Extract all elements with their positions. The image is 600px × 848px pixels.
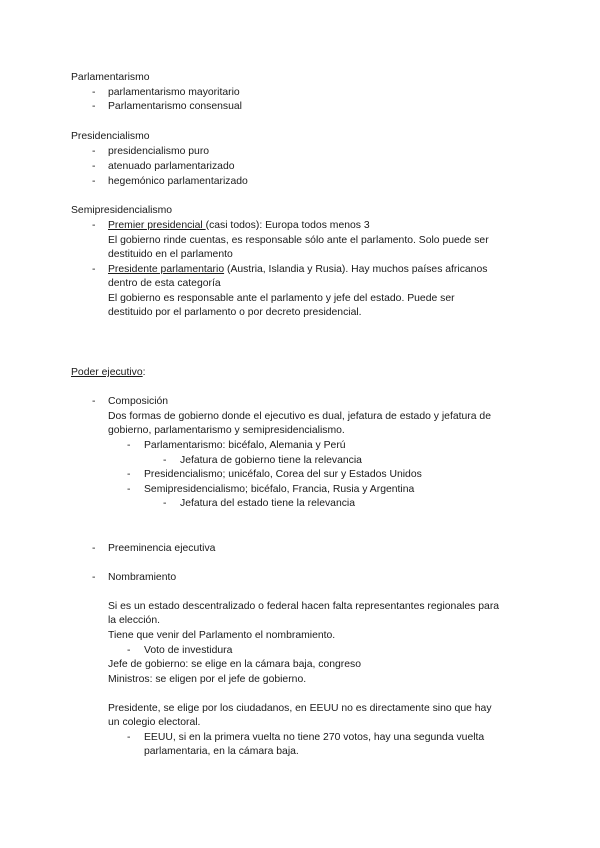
list-item: Parlamentarismo consensual — [108, 101, 242, 112]
bullet-dash: - — [92, 161, 96, 172]
bullet-dash: - — [127, 440, 131, 451]
poder-colon: : — [142, 367, 146, 378]
bullet-dash: - — [127, 484, 131, 495]
bullet-dash: - — [92, 543, 96, 554]
sub-sub-item: Jefatura de gobierno tiene la relevancia — [180, 455, 362, 466]
bullet-dash: - — [92, 101, 96, 112]
bullet-dash: - — [127, 645, 131, 656]
sub-item: Presidencialismo; unicéfalo, Corea del sur y Estados Unidos — [144, 469, 422, 480]
preeminencia-title: Preeminencia ejecutiva — [108, 543, 216, 554]
presidente-term: Presidente parlamentario — [108, 264, 225, 275]
premier-desc: destituido en el parlamento — [108, 249, 233, 260]
nombramiento-text: Presidente, se elige por los ciudadanos, en EEUU no es directamente sino que hay — [108, 703, 492, 714]
sub-item: Parlamentarismo: bicéfalo, Alemania y Perú — [144, 440, 346, 451]
bullet-dash: - — [127, 469, 131, 480]
premier-term: Premier presidencial — [108, 220, 206, 231]
heading-semipresidencialismo: Semipresidencialismo — [71, 205, 173, 216]
bullet-dash: - — [92, 87, 96, 98]
sub-item: Voto de investidura — [144, 645, 233, 656]
sub-item: EEUU, si en la primera vuelta no tiene 270 votos, hay una segunda vuelta — [144, 732, 485, 743]
sub-item: Semipresidencialismo; bicéfalo, Francia, Rusia y Argentina — [144, 484, 415, 495]
bullet-dash: - — [163, 498, 167, 509]
nombramiento-text: Tiene que venir del Parlamento el nombramiento. — [108, 630, 336, 641]
presidente-desc: El gobierno es responsable ante el parlamento y jefe del estado. Puede ser — [108, 293, 455, 304]
nombramiento-title: Nombramiento — [108, 572, 177, 583]
composicion-desc: Dos formas de gobierno donde el ejecutivo es dual, jefatura de estado y jefatura de — [108, 411, 491, 422]
sub-item: parlamentaria, en la cámara baja. — [144, 746, 299, 757]
list-item: hegemónico parlamentarizado — [108, 176, 248, 187]
composicion-title: Composición — [108, 396, 169, 407]
heading-presidencialismo: Presidencialismo — [71, 131, 150, 142]
bullet-dash: - — [92, 396, 96, 407]
presidente-desc: destituido por el parlamento o por decreto presidencial. — [108, 307, 362, 318]
nombramiento-text: Si es un estado descentralizado o federal hacen falta representantes regionales para — [108, 601, 500, 612]
bullet-dash: - — [92, 146, 96, 157]
list-item: parlamentarismo mayoritario — [108, 87, 240, 98]
nombramiento-text: la elección. — [108, 615, 160, 626]
bullet-dash: - — [163, 455, 167, 466]
composicion-desc: gobierno, parlamentarismo y semipresidencialismo. — [108, 425, 345, 436]
bullet-dash: - — [92, 176, 96, 187]
presidente-rest2: dentro de esta categoría — [108, 278, 221, 289]
bullet-dash: - — [92, 264, 96, 275]
heading-poder-ejecutivo — [71, 366, 146, 380]
sub-sub-item: Jefatura del estado tiene la relevancia — [180, 498, 356, 509]
list-item-premier — [108, 219, 370, 233]
bullet-dash: - — [92, 572, 96, 583]
list-item: atenuado parlamentarizado — [108, 161, 235, 172]
premier-rest: (casi todos): Europa todos menos 3 — [205, 220, 370, 231]
poder-title: Poder ejecutivo — [71, 367, 143, 378]
list-item-presidente — [108, 263, 487, 277]
nombramiento-text: Jefe de gobierno: se elige en la cámara baja, congreso — [108, 659, 362, 670]
premier-desc: El gobierno rinde cuentas, es responsable sólo ante el parlamento. Solo puede ser — [108, 235, 489, 246]
nombramiento-text: Ministros: se eligen por el jefe de gobierno. — [108, 674, 307, 685]
heading-parlamentarismo: Parlamentarismo — [71, 72, 150, 83]
bullet-dash: - — [127, 732, 131, 743]
bullet-dash: - — [92, 220, 96, 231]
nombramiento-text: un colegio electoral. — [108, 717, 201, 728]
presidente-rest: (Austria, Islandia y Rusia). Hay muchos países africanos — [224, 264, 488, 275]
list-item: presidencialismo puro — [108, 146, 210, 157]
